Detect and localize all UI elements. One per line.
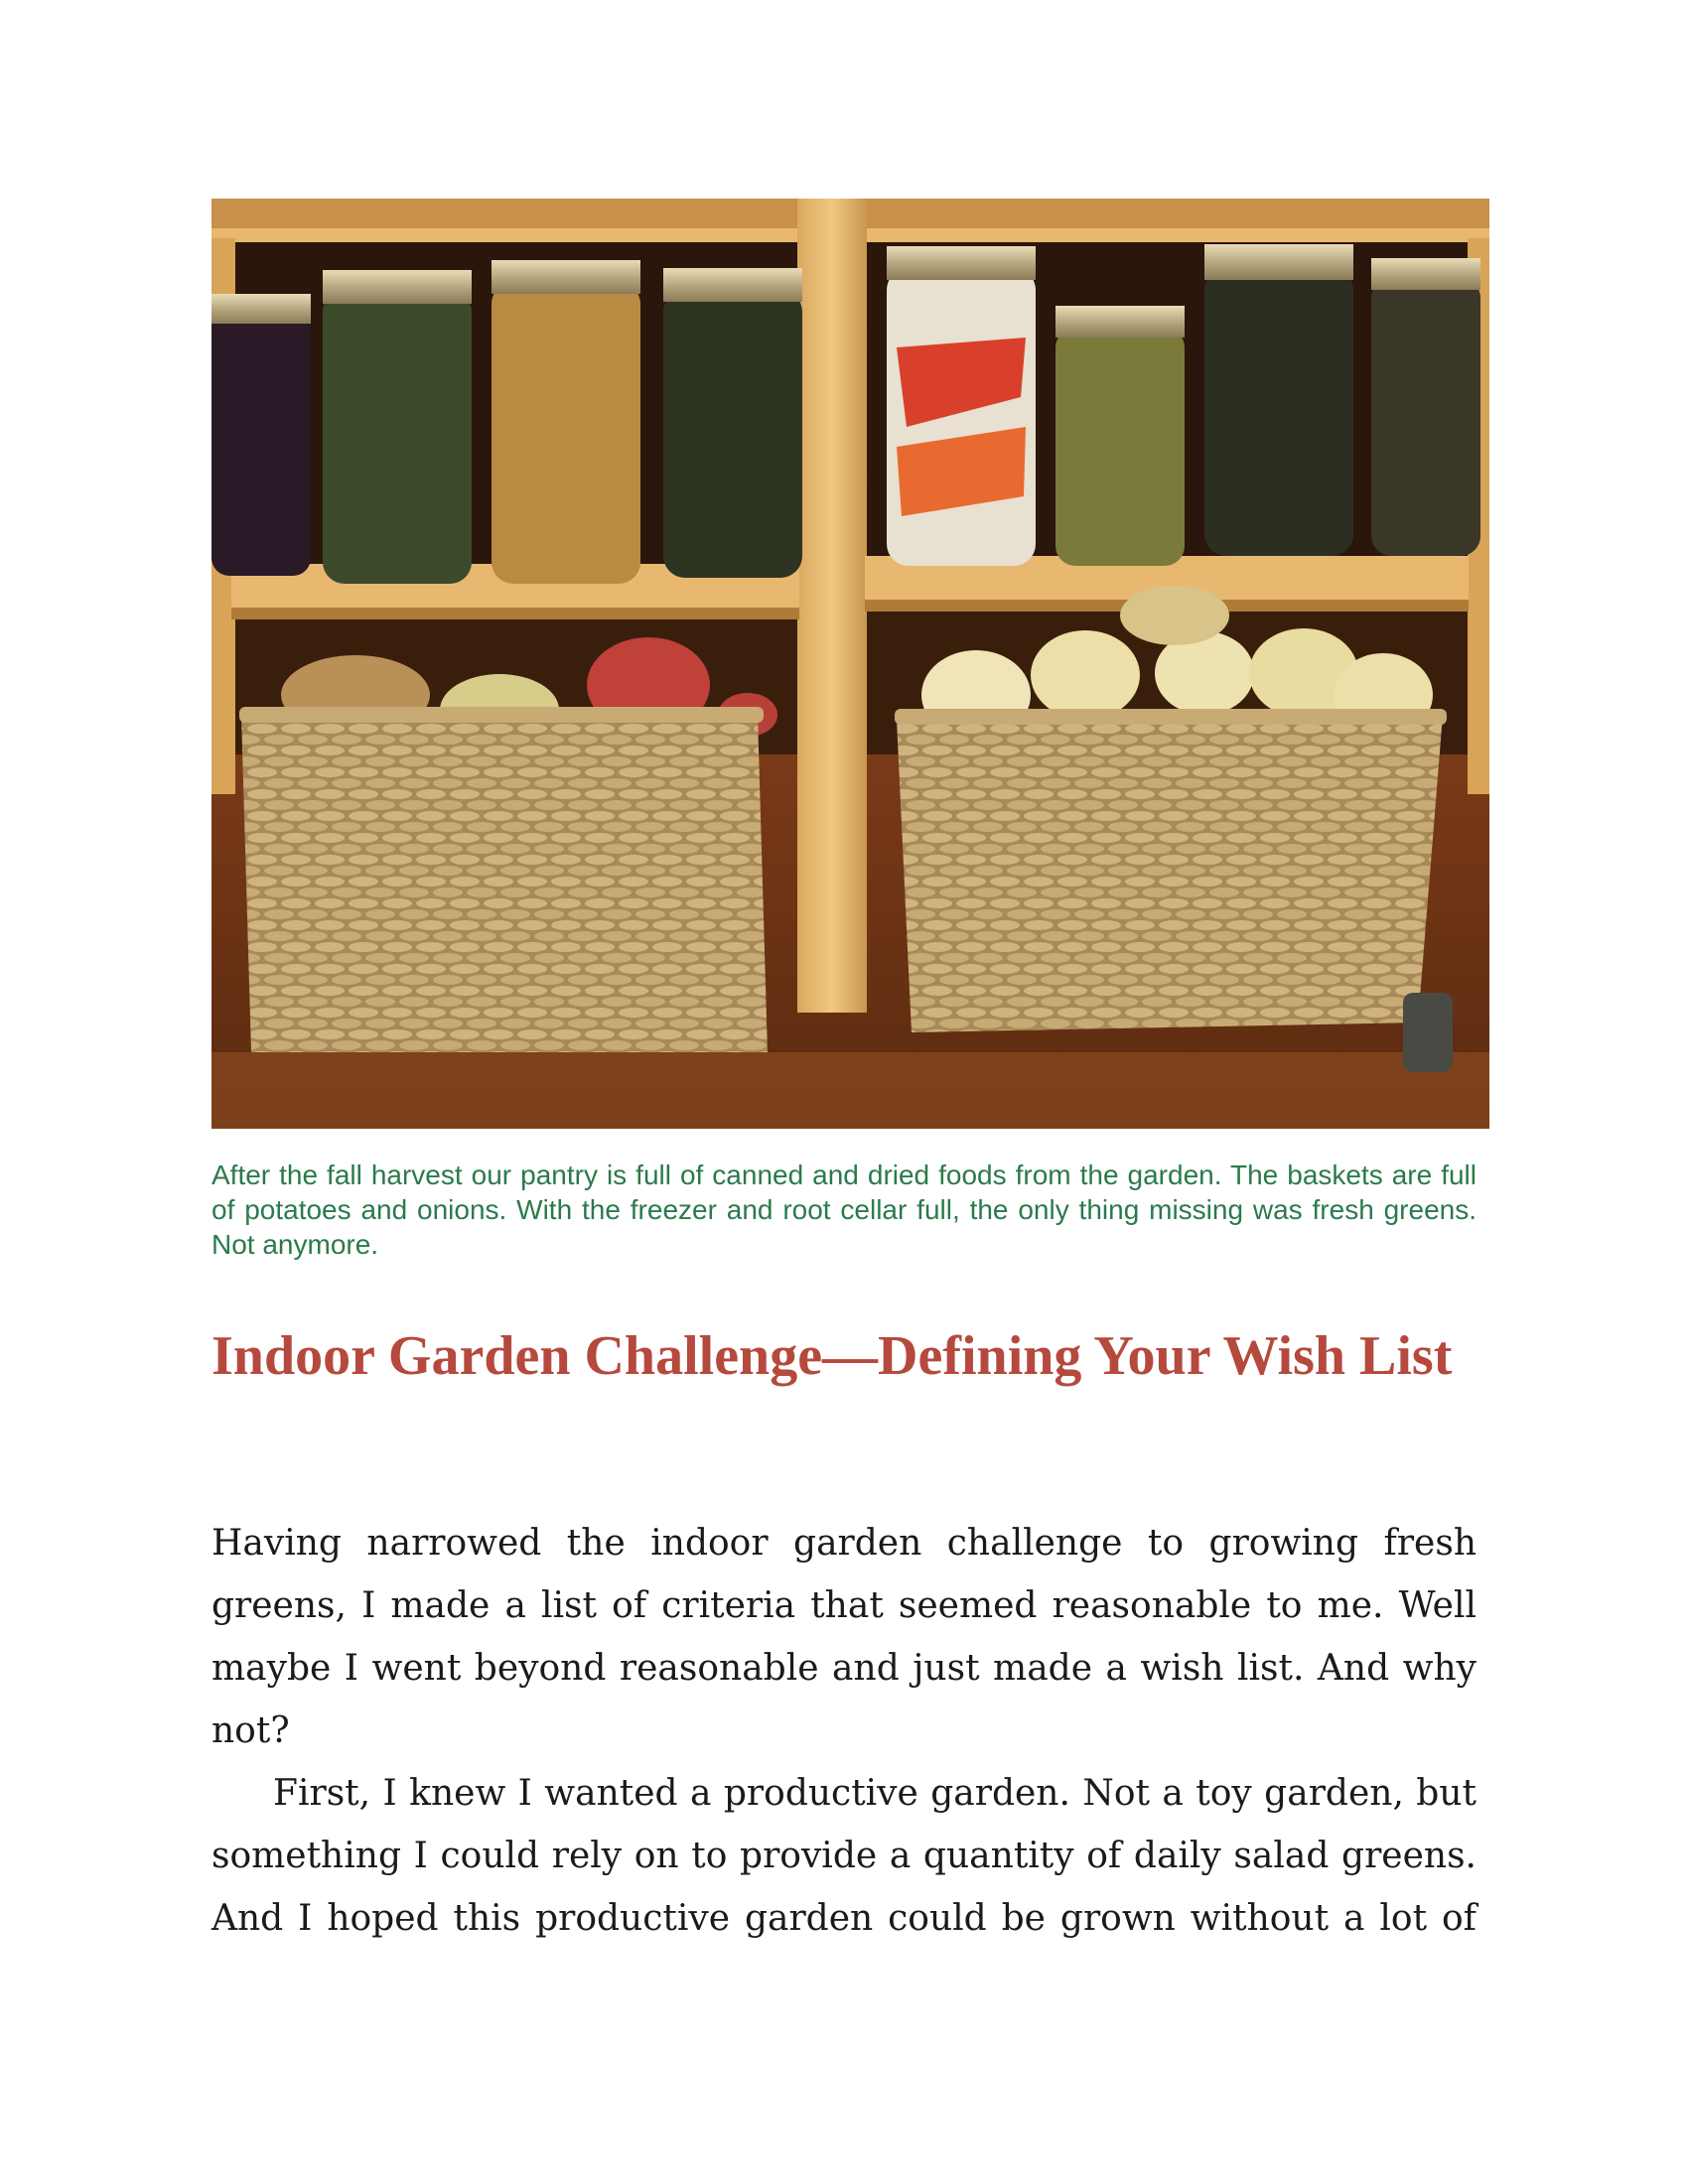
pantry-photo <box>211 199 1489 1129</box>
paragraph: First, I knew I wanted a productive garden. Not a toy garden, but something I could rely on to provide a quantity of daily salad greens. And I hoped this productive garden could be grown without a lot of <box>211 1773 1477 1939</box>
pantry-illustration <box>211 199 1489 1129</box>
paragraph: Having narrowed the indoor garden challenge to growing fresh greens, I made a list of criteria that seemed reasonable to me. Well maybe I went beyond reasonable and just made a wish list. And why not? <box>211 1523 1477 1751</box>
section-heading: Indoor Garden Challenge—Defining Your Wish List <box>211 1325 1453 1387</box>
photo-caption: After the fall harvest our pantry is full of canned and dried foods from the garden. The baskets are full of potatoes and onions. With the freezer and root cellar full, the only thing missing was fresh greens. Not anymore. <box>211 1160 1477 1260</box>
body-text <box>211 1512 1477 1950</box>
